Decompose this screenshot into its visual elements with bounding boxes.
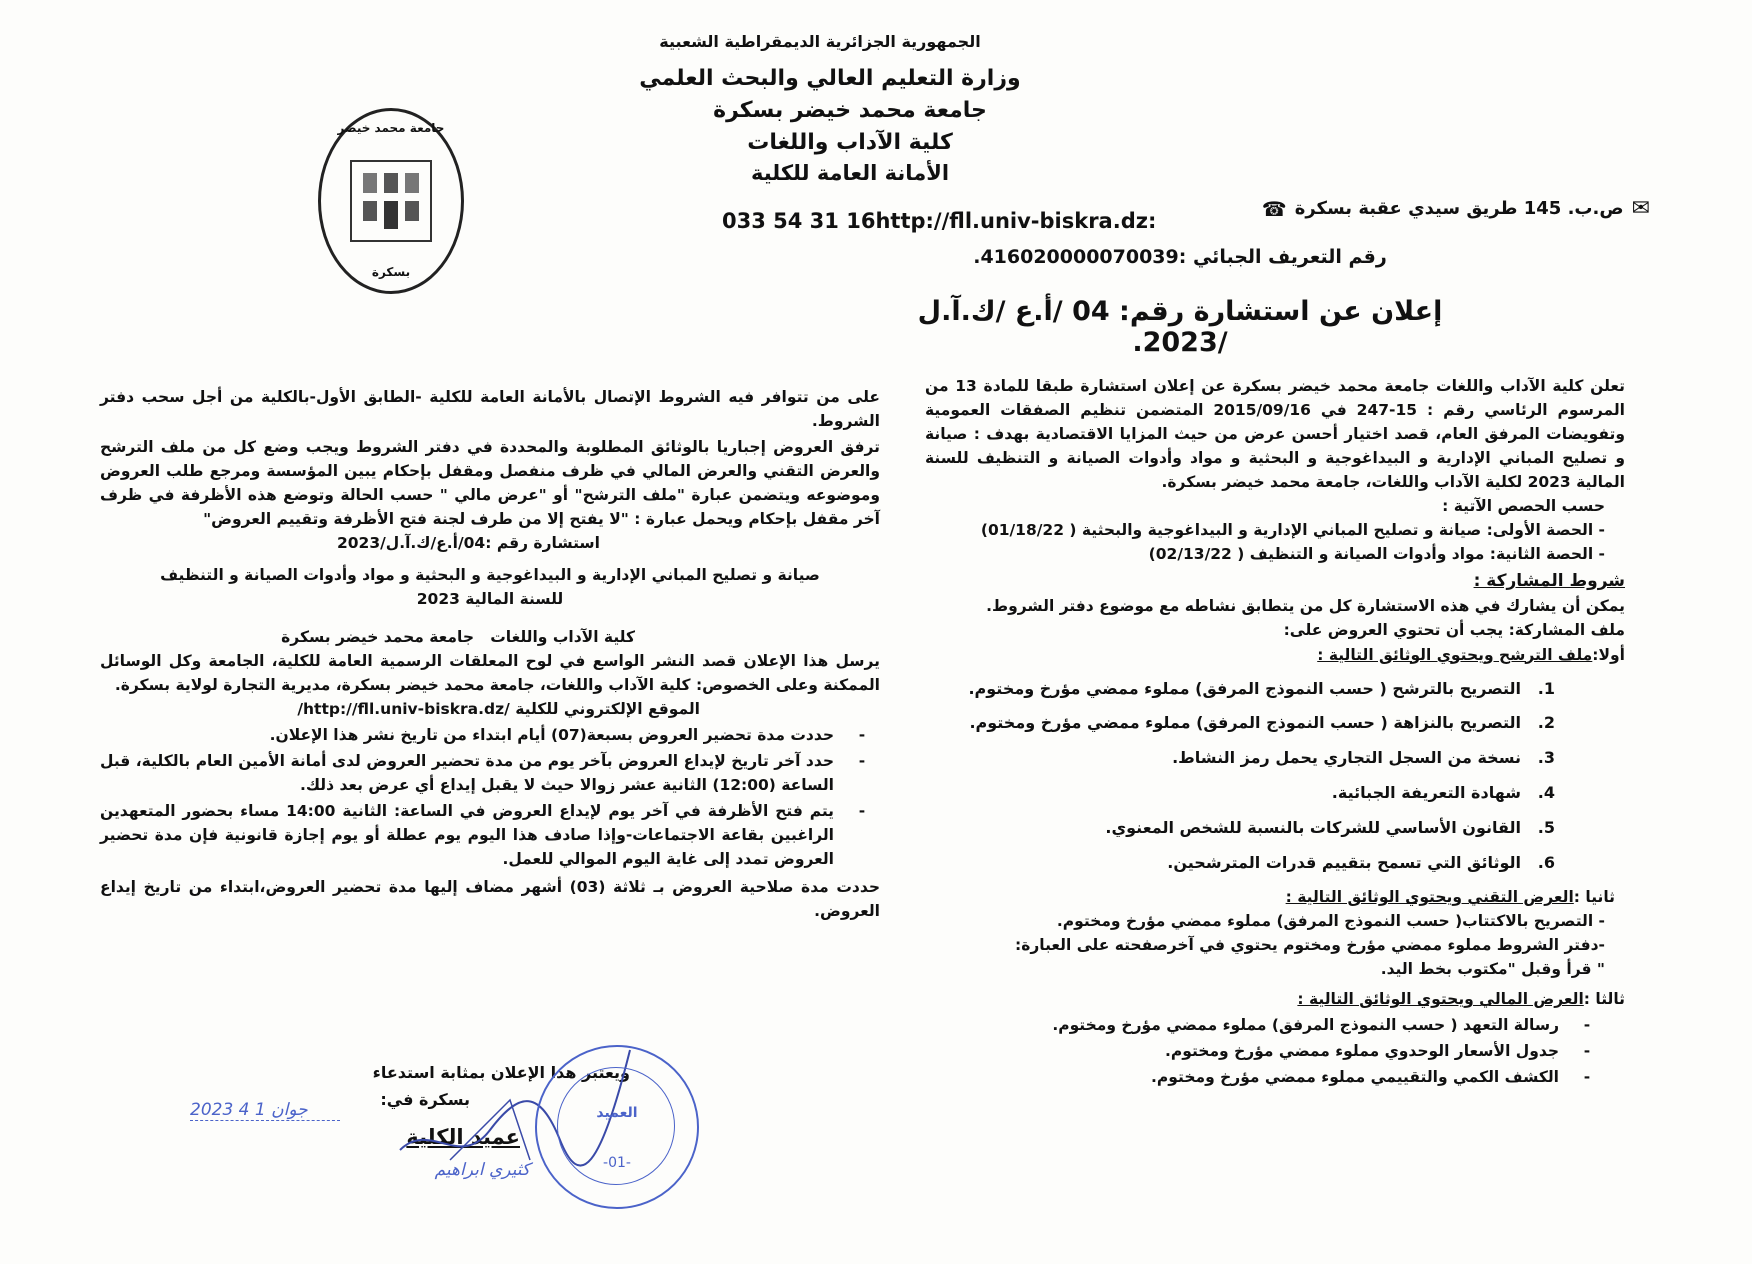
stamp-center-label: العميد (596, 1105, 638, 1121)
date-handwritten: 2023 جوان 1 4 (190, 1100, 340, 1121)
file-heading: ملف المشاركة: يجب أن تحتوي العروض على: (1283, 621, 1625, 640)
announcement-title: إعلان عن استشارة رقم: 04 /أ.ع /ك.آ.ل /2023. (917, 296, 1443, 358)
ministry-line: وزارة التعليم العالي والبحث العلمي (639, 66, 1021, 91)
website-line[interactable]: الموقع الإلكتروني للكلية /http://fll.univ-biskra.dz/ (297, 700, 700, 719)
deadline-bullet-2: - حدد آخر تاريخ لإيداع العروض بآخر يوم من مدة تحضير العروض لدى أمانة الأمين العام بالكلية، قبل الساعة (12:00) الثانية عشر زوالا حيث لا يقبل إيداع أي عرض بعد ذلك. (100, 752, 866, 795)
third-heading (925, 987, 1625, 1011)
phone-icon: ☎ (1261, 196, 1287, 221)
seal-text-bottom: بسكرة (371, 265, 411, 279)
faculty-university-line: كلية الآداب واللغات جامعة محمد خيضر بسكرة (281, 628, 635, 647)
list-item: 3. نسخة من السجل التجاري يحمل رمز النشاط. (1172, 748, 1555, 768)
summons-line: ويعتبر هذا الإعلان بمثابة استدعاء (372, 1063, 630, 1082)
deadline-bullet-1: - حددت مدة تحضير العروض بسبعة(07) أيام ابتداء من تاريخ نشر هذا الإعلان. (269, 726, 866, 745)
tax-id: رقم التعريف الجبائي :416020000070039. (973, 246, 1387, 268)
deadline-bullet-3: - يتم فتح الأظرفة في آخر يوم لإيداع العروض في الساعة: الثانية 14:00 مساء بحضور المتعهدين الراغبين بقاعة الاجتماعات-وإذا صادف هذا اليوم يوم عطلة أو يوم إجازة قانونية فإن مدة تحضير العروض تمدد إلى غاية اليوم الموالي للعمل. (100, 802, 866, 869)
third-item-3: - الكشف الكمي والتقييمي مملوء ممضي مؤرخ ومختوم. (1151, 1068, 1591, 1087)
contact-line (722, 209, 1157, 233)
republic-line: الجمهورية الجزائرية الديمقراطية الشعبية (659, 32, 981, 51)
first-heading-text: ملف الترشح ويحتوي الوثائق التالية : (1317, 645, 1593, 664)
list-item: 6. الوثائق التي تسمح بتقييم قدرات المترشحين. (1167, 852, 1555, 872)
seal-text-top: جامعة محمد خيضر (337, 121, 445, 135)
second-heading-prefix: ثانيا : (1573, 888, 1615, 907)
stamp-number: -01- (603, 1155, 631, 1171)
first-heading-prefix: أولا: (1592, 645, 1625, 664)
place-date-label: بسكرة في: (380, 1090, 470, 1109)
conditions-text: يمكن أن يشارك في هذه الاستشارة كل من يتطابق نشاطه مع موضوع دفتر الشروط. (986, 597, 1625, 616)
first-heading (925, 643, 1625, 667)
third-heading-prefix: ثالثا : (1583, 990, 1625, 1009)
faculty-line: كلية الآداب واللغات (747, 130, 953, 155)
consultation-subject: صيانة و تصليح المباني الإدارية و البيداغوجية و البحثية و مواد وأدوات الصيانة و التنظيف للسنة المالية 2023 (160, 566, 820, 609)
lot-2: - الحصة الثانية: مواد وأدوات الصيانة و التنظيف ( 02/13/22) (1148, 545, 1605, 564)
second-item-1: - التصريح بالاكتتاب( حسب النموذج المرفق) مملوء ممضي مؤرخ ومختوم. (1056, 912, 1605, 931)
second-heading (925, 885, 1615, 909)
list-item: 4. شهادة التعريفة الجبائية. (1331, 782, 1555, 802)
university-seal (318, 108, 464, 294)
left-column (100, 385, 880, 923)
third-item-1: - رسالة التعهد ( حسب النموذج المرفق) مملوء ممضي مؤرخ ومختوم. (1052, 1016, 1591, 1035)
signature-name: كثيري ابراهيم (434, 1160, 530, 1180)
left-paragraph-3: يرسل هذا الإعلان قصد النشر الواسع في لوح المعلقات الرسمية العامة للكلية، الجامعة وكل الوسائل الممكنة وعلى الخصوص: كلية الآداب واللغات، جامعة محمد خيضر بسكرة، مديرية التجارة لولاية بسكرة. (100, 652, 880, 695)
consultation-ref: استشارة رقم :04/أ.ع/ك.آ.ل/2023 (336, 534, 600, 553)
conditions-heading: شروط المشاركة : (1473, 571, 1625, 592)
intro-paragraph: تعلن كلية الآداب واللغات جامعة محمد خيضر بسكرة عن إعلان استشارة طبقا للمادة 13 من المرسوم الرئاسي رقم : 15-247 في 2015/09/16 المتضمن تنظيم الصفقات العمومية وتفويضات المرفق العام، قصد اختيار أحسن عرض من حيث المزايا الاقتصادية بهدف : صيانة و تصليح المباني الإدارية و البيداغوجية و البحثية و مواد وأدوات الصيانة و التنظيف للسنة المالية 2023 لكلية الآداب واللغات، جامعة محمد خيضر بسكرة. (925, 377, 1625, 492)
list-item: 2. التصريح بالنزاهة ( حسب النموذج المرفق) مملوء ممضي مؤرخ ومختوم. (969, 713, 1555, 733)
right-column (925, 374, 1625, 1091)
address-text: ص.ب. 145 طريق سيدي عقبة بسكرة (1294, 198, 1624, 219)
lot-1: - الحصة الأولى: صيانة و تصليح المباني الإدارية و البيداغوجية والبحثية ( 01/18/22) (980, 521, 1605, 540)
secretariat-line: الأمانة العامة للكلية (750, 161, 950, 185)
phone-number: 033 54 31 16 (722, 209, 876, 233)
third-item-2: - جدول الأسعار الوحدوي مملوء ممضي مؤرخ ومختوم. (1165, 1042, 1591, 1061)
validity-paragraph: حددت مدة صلاحية العروض بـ ثلاثة (03) أشهر مضاف إليها مدة تحضير العروض،ابتداء من تاريخ إيداع العروض. (100, 878, 881, 921)
university-line: جامعة محمد خيضر بسكرة (713, 98, 987, 123)
third-heading-text: العرض المالي ويحتوي الوثائق التالية : (1297, 990, 1584, 1009)
seal-emblem-icon (341, 151, 441, 251)
list-item: 5. القانون الأساسي للشركات بالنسبة للشخص المعنوي. (1105, 817, 1555, 837)
website-link[interactable]: http://fll.univ-biskra.dz: (875, 209, 1157, 233)
second-heading-text: العرض التقني ويحتوي الوثائق التالية : (1285, 888, 1574, 907)
lots-heading: حسب الحصص الآتية : (1442, 497, 1605, 516)
mail-icon: ✉ (1631, 196, 1650, 221)
first-items-list (925, 677, 1555, 876)
left-paragraph-1: على من تتوافر فيه الشروط الإتصال بالأمانة العامة للكلية -الطابق الأول-بالكلية من أجل سحب دفتر الشروط. (100, 388, 880, 431)
second-item-2: -دفتر الشروط مملوء ممضي مؤرخ ومختوم يحتوي في آخرصفحته على العبارة: (1015, 936, 1605, 955)
official-stamp (535, 1045, 699, 1209)
second-item-3: " قرأ وقبل "مكتوب بخط اليد. (1380, 960, 1605, 979)
list-item: 1. التصريح بالترشح ( حسب النموذج المرفق) مملوء ممضي مؤرخ ومختوم. (968, 678, 1555, 698)
left-paragraph-2: ترفق العروض إجباريا بالوثائق المطلوبة والمحددة في دفتر الشروط ويجب وضع كل من ملف الترشح والعرض التقني والعرض المالي في ظرف منفصل ومقفل بإحكام يبين المؤسسة ومرجع طلب العروض وموضوعه ويتضمن عبارة "ملف الترشح" أو "عرض مالي " حسب الحالة وتوضع هذه الأظرفة في ظرف آخر مقفل بإحكام ويحمل عبارة : "لا يفتح إلا من طرف لجنة فتح الأظرفة وتقييم العروض" (100, 438, 880, 529)
dean-title: عميد الكلية (406, 1125, 520, 1149)
